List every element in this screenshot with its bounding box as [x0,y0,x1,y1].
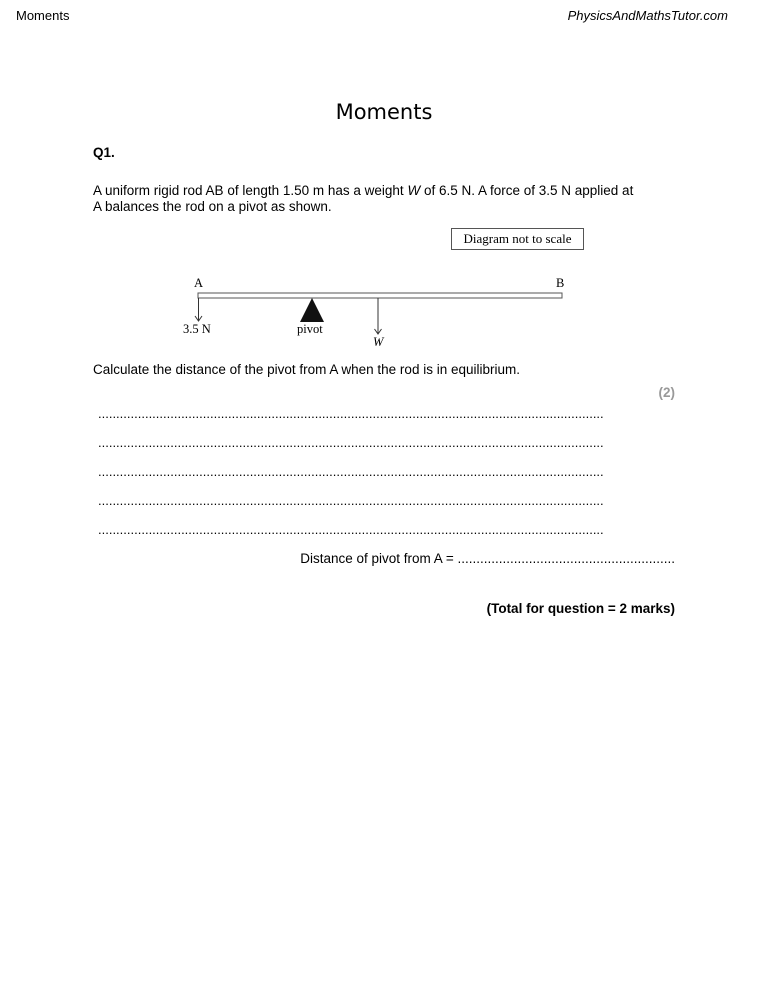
diagram-note: Diagram not to scale [451,228,584,250]
question-number: Q1. [93,145,115,160]
question-prompt: Calculate the distance of the pivot from A when the rod is in equilibrium. [93,362,520,377]
label-weight: W [373,335,384,349]
pivot-triangle [300,298,324,322]
text: of 6.5 N. A force of 3.5 N applied at [420,183,634,198]
page-title: Moments [335,100,433,124]
weight-arrow [375,298,382,334]
total-marks: (Total for question = 2 marks) [486,601,675,616]
marks: (2) [658,385,675,400]
answer-label: Distance of pivot from A = [300,551,458,566]
label-b: B [556,276,565,290]
answer-field[interactable]: .......................................................... [457,551,675,566]
text: A uniform rigid rod AB of length 1.50 m has a weight [93,183,408,198]
weight-symbol: W [407,183,421,198]
header-right: PhysicsAndMathsTutor.com [567,8,728,23]
answer-line[interactable]: ............................................................................................................................................ [98,406,604,421]
label-pivot: pivot [297,322,323,336]
answer-line[interactable]: ............................................................................................................................................ [98,522,604,537]
label-a: A [194,276,204,290]
rod [198,293,562,298]
answer-line[interactable]: ............................................................................................................................................ [98,493,604,508]
question-text-line2: A balances the rod on a pivot as shown. [93,199,332,214]
force-arrow-a [195,298,202,321]
final-answer [300,551,675,567]
label-force-a: 3.5 N [183,322,211,336]
answer-line[interactable]: ............................................................................................................................................ [98,464,604,479]
rod-diagram [0,0,768,400]
answer-line[interactable]: ............................................................................................................................................ [98,435,604,450]
header-left: Moments [16,8,70,23]
